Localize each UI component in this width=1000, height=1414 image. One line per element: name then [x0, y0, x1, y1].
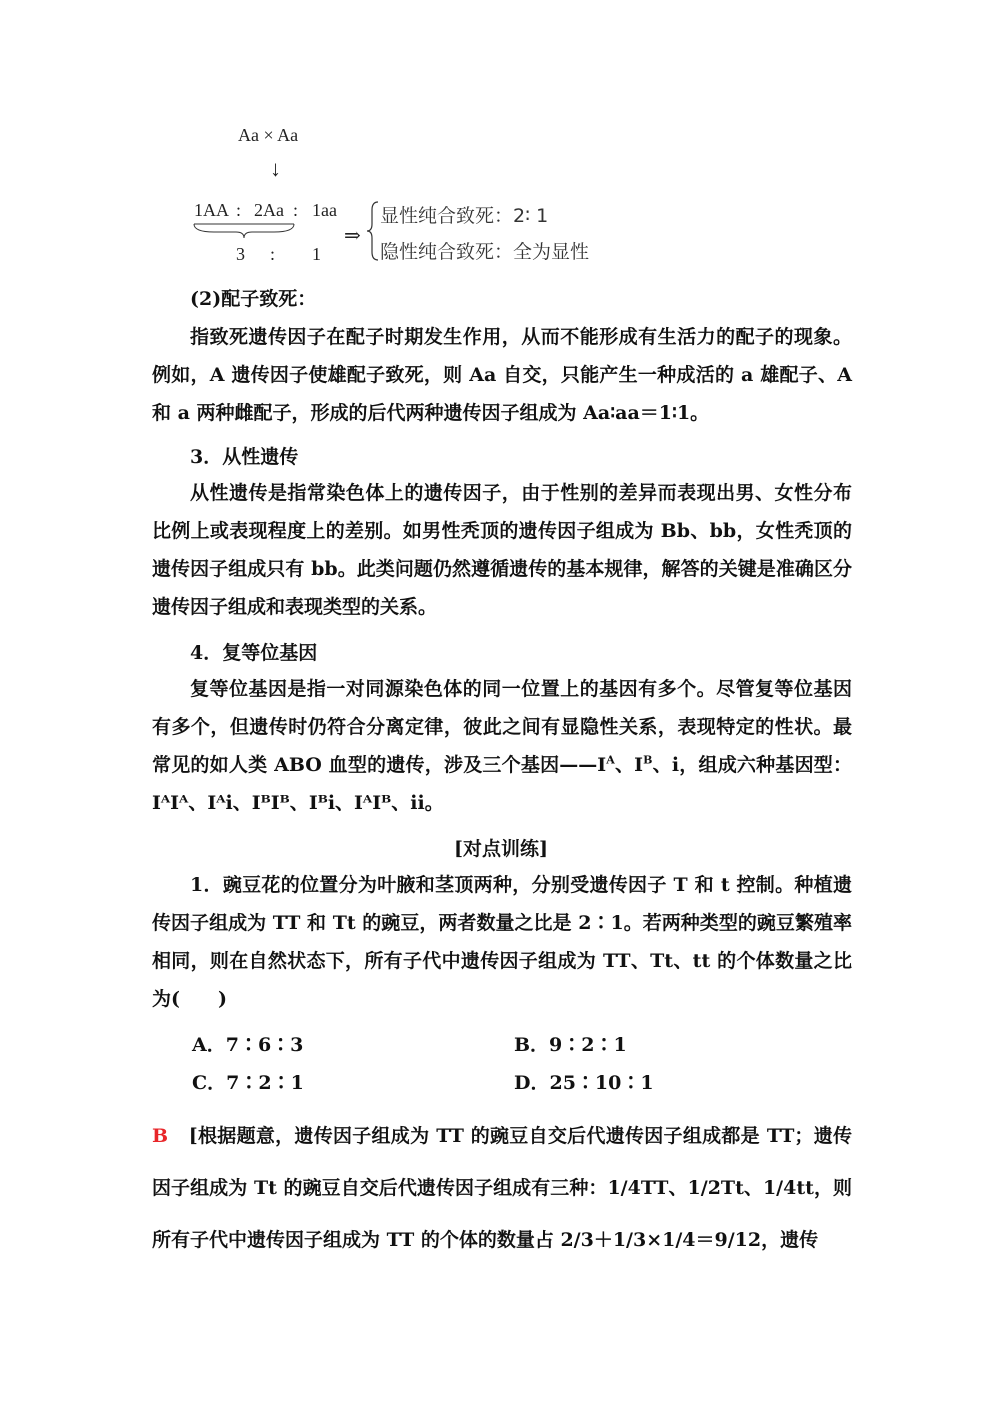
separator: 、 [232, 792, 252, 814]
practice-question: 1．豌豆花的位置分为叶腋和茎顶两种，分别受遗传因子 T 和 t 控制。种植遗传因子组成为 TT 和 Tt 的豌豆，两者数量之比是 2∶1。若两种类型的豌豆繁殖率相同，则在自然状态下，所有子代中遗传因子组成为 TT、Tt、tt 的个体数量之比为( ) [152, 874, 852, 1010]
ratio-bottom-1: 1 [312, 244, 321, 264]
superscript-a: A [606, 753, 615, 767]
paragraph-multiple-alleles [152, 670, 852, 822]
multiple-alleles-text-a: 复等位基因是指一对同源染色体的同一位置上的基因有多个。尽管复等位基因有多个，但遗传时仍符合分离定律，彼此之间有显隐性关系，表现特定的性状。最常见的如人类 ABO 血型的遗传，涉及三个基因——I [152, 678, 852, 776]
practice-title: [对点训练] [454, 838, 548, 860]
genotype: Iᴬi [207, 792, 233, 814]
cross-expression: Aa × Aa [238, 125, 299, 145]
option-c[interactable]: C．7∶2∶1 [192, 1072, 304, 1094]
option-d[interactable]: D．25∶10∶1 [514, 1072, 654, 1094]
genotype: IᴬIᴬ [152, 792, 189, 814]
ratio-bottom-3: 3 [236, 244, 245, 264]
option-b[interactable]: B．9∶2∶1 [514, 1034, 627, 1056]
curly-brace [366, 200, 380, 262]
superscript-b: B [643, 753, 653, 767]
section-heading-sex-influenced: 3．从性遗传 [190, 446, 299, 468]
genotype: IᴬIᴮ [354, 792, 392, 814]
answer-letter: B [152, 1125, 169, 1147]
option-a[interactable]: A．7∶6∶3 [192, 1034, 304, 1056]
section-heading-multiple-alleles: 4．复等位基因 [190, 642, 318, 664]
genotype: Iᴮi [308, 792, 336, 814]
ratio-colon-2: : [293, 200, 299, 220]
answer-text: [根据题意，遗传因子组成为 TT 的豌豆自交后代遗传因子组成都是 TT；遗传因子组成为 Tt 的豌豆自交后代遗传因子组成有三种：1/4TT、1/2Tt、1/4tt，则所有子代中遗传因子组成为 TT 的个体的数量占 2/3＋1/3×1/4＝9/12，遗传 [152, 1125, 852, 1251]
separator: 、 [335, 792, 355, 814]
separator: 、 [188, 792, 208, 814]
ratio-aa-hetero: 2Aa [254, 200, 284, 220]
ratio-aa-dominant: 1AA [194, 200, 229, 220]
multiple-alleles-text-b: 、i，组成六种基因型： [652, 754, 853, 776]
paragraph-gamete-lethal: 指致死遗传因子在配子时期发生作用，从而不能形成有生活力的配子的现象。例如，A 遗传因子使雄配子致死，则 Aa 自交，只能产生一种成活的 a 雄配子、A 和 a 两种雌配子，形成的后代两种遗传因子组成为 Aa∶aa＝1∶1。 [152, 326, 852, 424]
down-arrow: ↓ [270, 156, 281, 181]
paragraph-sex-influenced: 从性遗传是指常染色体上的遗传因子，由于性别的差异而表现出男、女性分布比例上或表现程度上的差别。如男性秃顶的遗传因子组成为 Bb、bb，女性秃顶的遗传因子组成只有 bb。此类问题仍然遵循遗传的基本规律，解答的关键是准确区分遗传因子组成和表现类型的关系。 [152, 482, 852, 618]
multiple-alleles-sep: 、I [614, 754, 644, 776]
case-recessive-lethal: 隐性纯合致死：全为显性 [380, 241, 590, 263]
case-dominant-lethal: 显性纯合致死：2∶ 1 [380, 205, 549, 227]
genotype: ii [410, 792, 425, 814]
ratio-colon-1: : [236, 200, 242, 220]
section-heading-gamete-lethal: (2)配子致死： [190, 288, 317, 310]
separator: 、 [289, 792, 309, 814]
ratio-bottom-colon: : [270, 244, 276, 264]
ratio-aa-recessive: 1aa [312, 200, 337, 220]
period: 。 [424, 792, 444, 814]
genotype: IᴮIᴮ [251, 792, 290, 814]
separator: 、 [391, 792, 411, 814]
answer-explanation [152, 1110, 852, 1266]
implies-arrow: ⇒ [344, 225, 361, 247]
underbrace [190, 220, 300, 240]
